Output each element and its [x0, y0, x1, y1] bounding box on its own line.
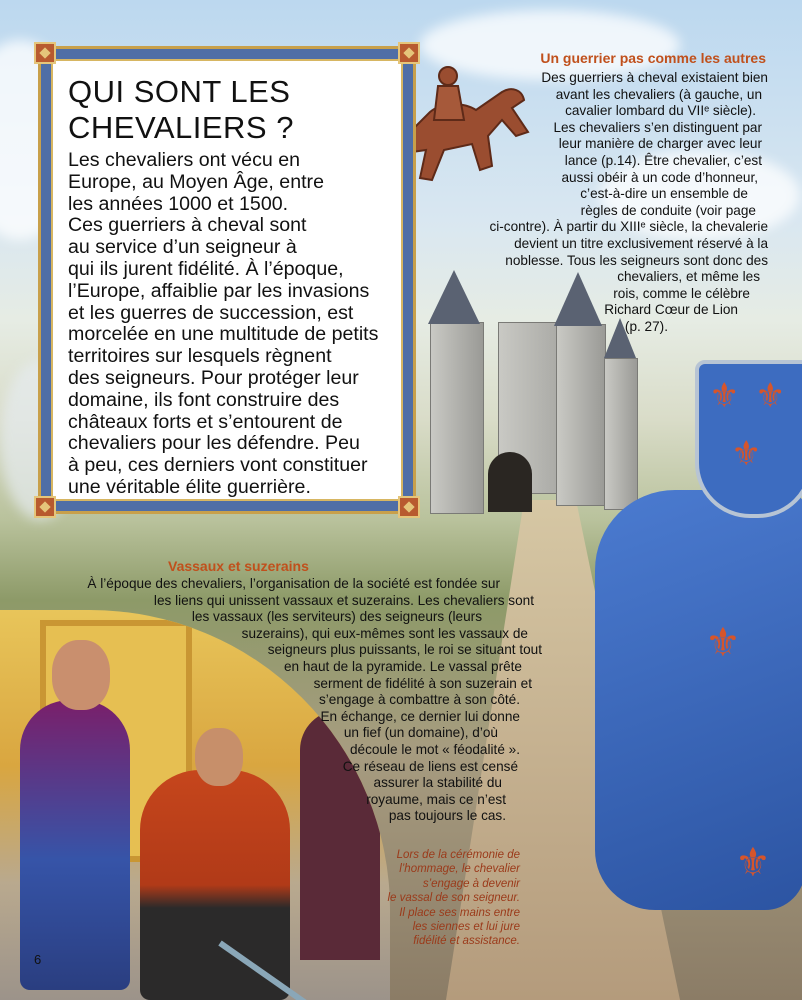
frame-corner-ornament: [34, 496, 56, 518]
vassals-section-text: À l’époque des chevaliers, l’organisation de la société est fondée sur les liens qui unissent vassaux et suzerains. Les chevaliers sont les vassaux (les serviteurs) des seigneurs (leurs suzerains), qui eux-mêmes sont les vassaux de seigneurs plus puissants, le roi se situant tout en haut de la pyramide. Le vassal prête serment de fidélité à son suzerain et s’engage à combattre à son côté. En échange, ce dernier lui donne un fief (un domaine), d’où découle le mot « féodalité ». Ce réseau de liens est censé assurer la stabilité du royaume, mais ce n’est pas toujours le cas.: [87, 576, 542, 824]
warrior-section-heading: Un guerrier pas comme les autres: [540, 50, 766, 66]
frame-corner-ornament: [398, 42, 420, 64]
blue-knight-on-horse: ⚜ ⚜ ⚜ ⚜ ⚜: [585, 320, 802, 1000]
warrior-section-text: Des guerriers à cheval existaient bien avant les chevaliers (à gauche, un cavalier lombard du VIIᵉ siècle). Les chevaliers s’en distinguent par leur manière de charger avec leur lance (p.14). Être chevalier, c’est aussi obéir à un code d’honneur, c’est-à-dire un ensemble de règles de conduite (voir page ci-contre). À partir du XIIIᵉ siècle, la chevalerie devient un titre exclusivement réservé à la noblesse. Tous les seigneurs sont donc des chevaliers, et même les rois, comme le célèbre Richard Cœur de Lion (p. 27).: [489, 70, 768, 334]
ceremony-caption: Lors de la cérémonie de l’hommage, le chevalier s’engage à devenir le vassal de son seigneur. Il place ses mains entre les siennes et lui jure fidélité et assistance.: [387, 849, 520, 948]
frame-corner-ornament: [398, 496, 420, 518]
intro-paragraph: Les chevaliers ont vécu en Europe, au Moyen Âge, entre les années 1000 et 1500. Ces guerriers à cheval sont au service d’un seigneur à qui ils jurent fidélité. À l’époque, l’Europe, affaiblie par les invasions et les guerres de succession, est morcelée en une multitude de petits territoires sur lesquels règnent des seigneurs. Pour protéger leur domaine, ils font construire des châteaux forts et s’entourent de chevaliers pour les défendre. Peu à peu, ces derniers vont constituer une véritable élite guerrière.: [68, 149, 379, 498]
frame-corner-ornament: [34, 42, 56, 64]
page-number: 6: [34, 952, 42, 967]
knight-shield: ⚜ ⚜ ⚜: [695, 360, 802, 518]
vassals-section-heading: Vassaux et suzerains: [168, 558, 309, 574]
page-title: QUI SONT LES CHEVALIERS ?: [68, 74, 294, 145]
